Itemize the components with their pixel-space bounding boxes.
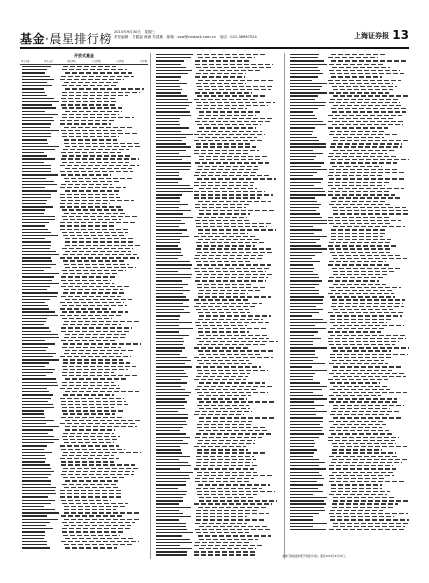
table-rows — [20, 65, 148, 550]
table-row — [288, 528, 409, 531]
page-header — [20, 26, 409, 48]
newspaper-masthead: 上海证券报 — [354, 31, 389, 40]
column-header: 基金名称 — [21, 60, 30, 63]
column-divider — [284, 53, 285, 559]
page-number: 13 — [392, 28, 409, 42]
section-subname: ·晨星排行榜 — [45, 32, 112, 46]
staff-line: 责任编辑：方健福 黄涵 朱建雄 邮箱：zyw@cnstock.com.cn 电话：021-38967524 — [114, 35, 257, 39]
column-header: 一年回报 — [115, 60, 124, 63]
header-meta — [114, 30, 257, 40]
table-rows — [154, 53, 282, 557]
section-title — [20, 30, 112, 47]
section-name: 基金 — [20, 32, 46, 46]
fund-table-column-2 — [154, 53, 282, 557]
column-header: 三年评级 — [138, 60, 147, 63]
fund-table-column-3 — [288, 53, 409, 531]
table-row — [20, 546, 148, 549]
header-rule — [20, 47, 409, 49]
column-header: 单位净值 — [67, 60, 76, 63]
data-source-note: 本排行榜数据来源于晨星(中国)，截至2015年9月25日。 — [282, 555, 348, 558]
date-line: 2015年9月30日 星期三 — [114, 30, 156, 34]
column-header: 基金公司 — [44, 60, 53, 63]
table-row — [154, 553, 282, 556]
table-rows — [288, 53, 409, 531]
fund-table-column-1 — [20, 53, 148, 550]
column-header: 三个月回报 — [90, 60, 101, 63]
column-divider — [150, 53, 151, 559]
table-title: 开放式基金 — [74, 53, 94, 58]
